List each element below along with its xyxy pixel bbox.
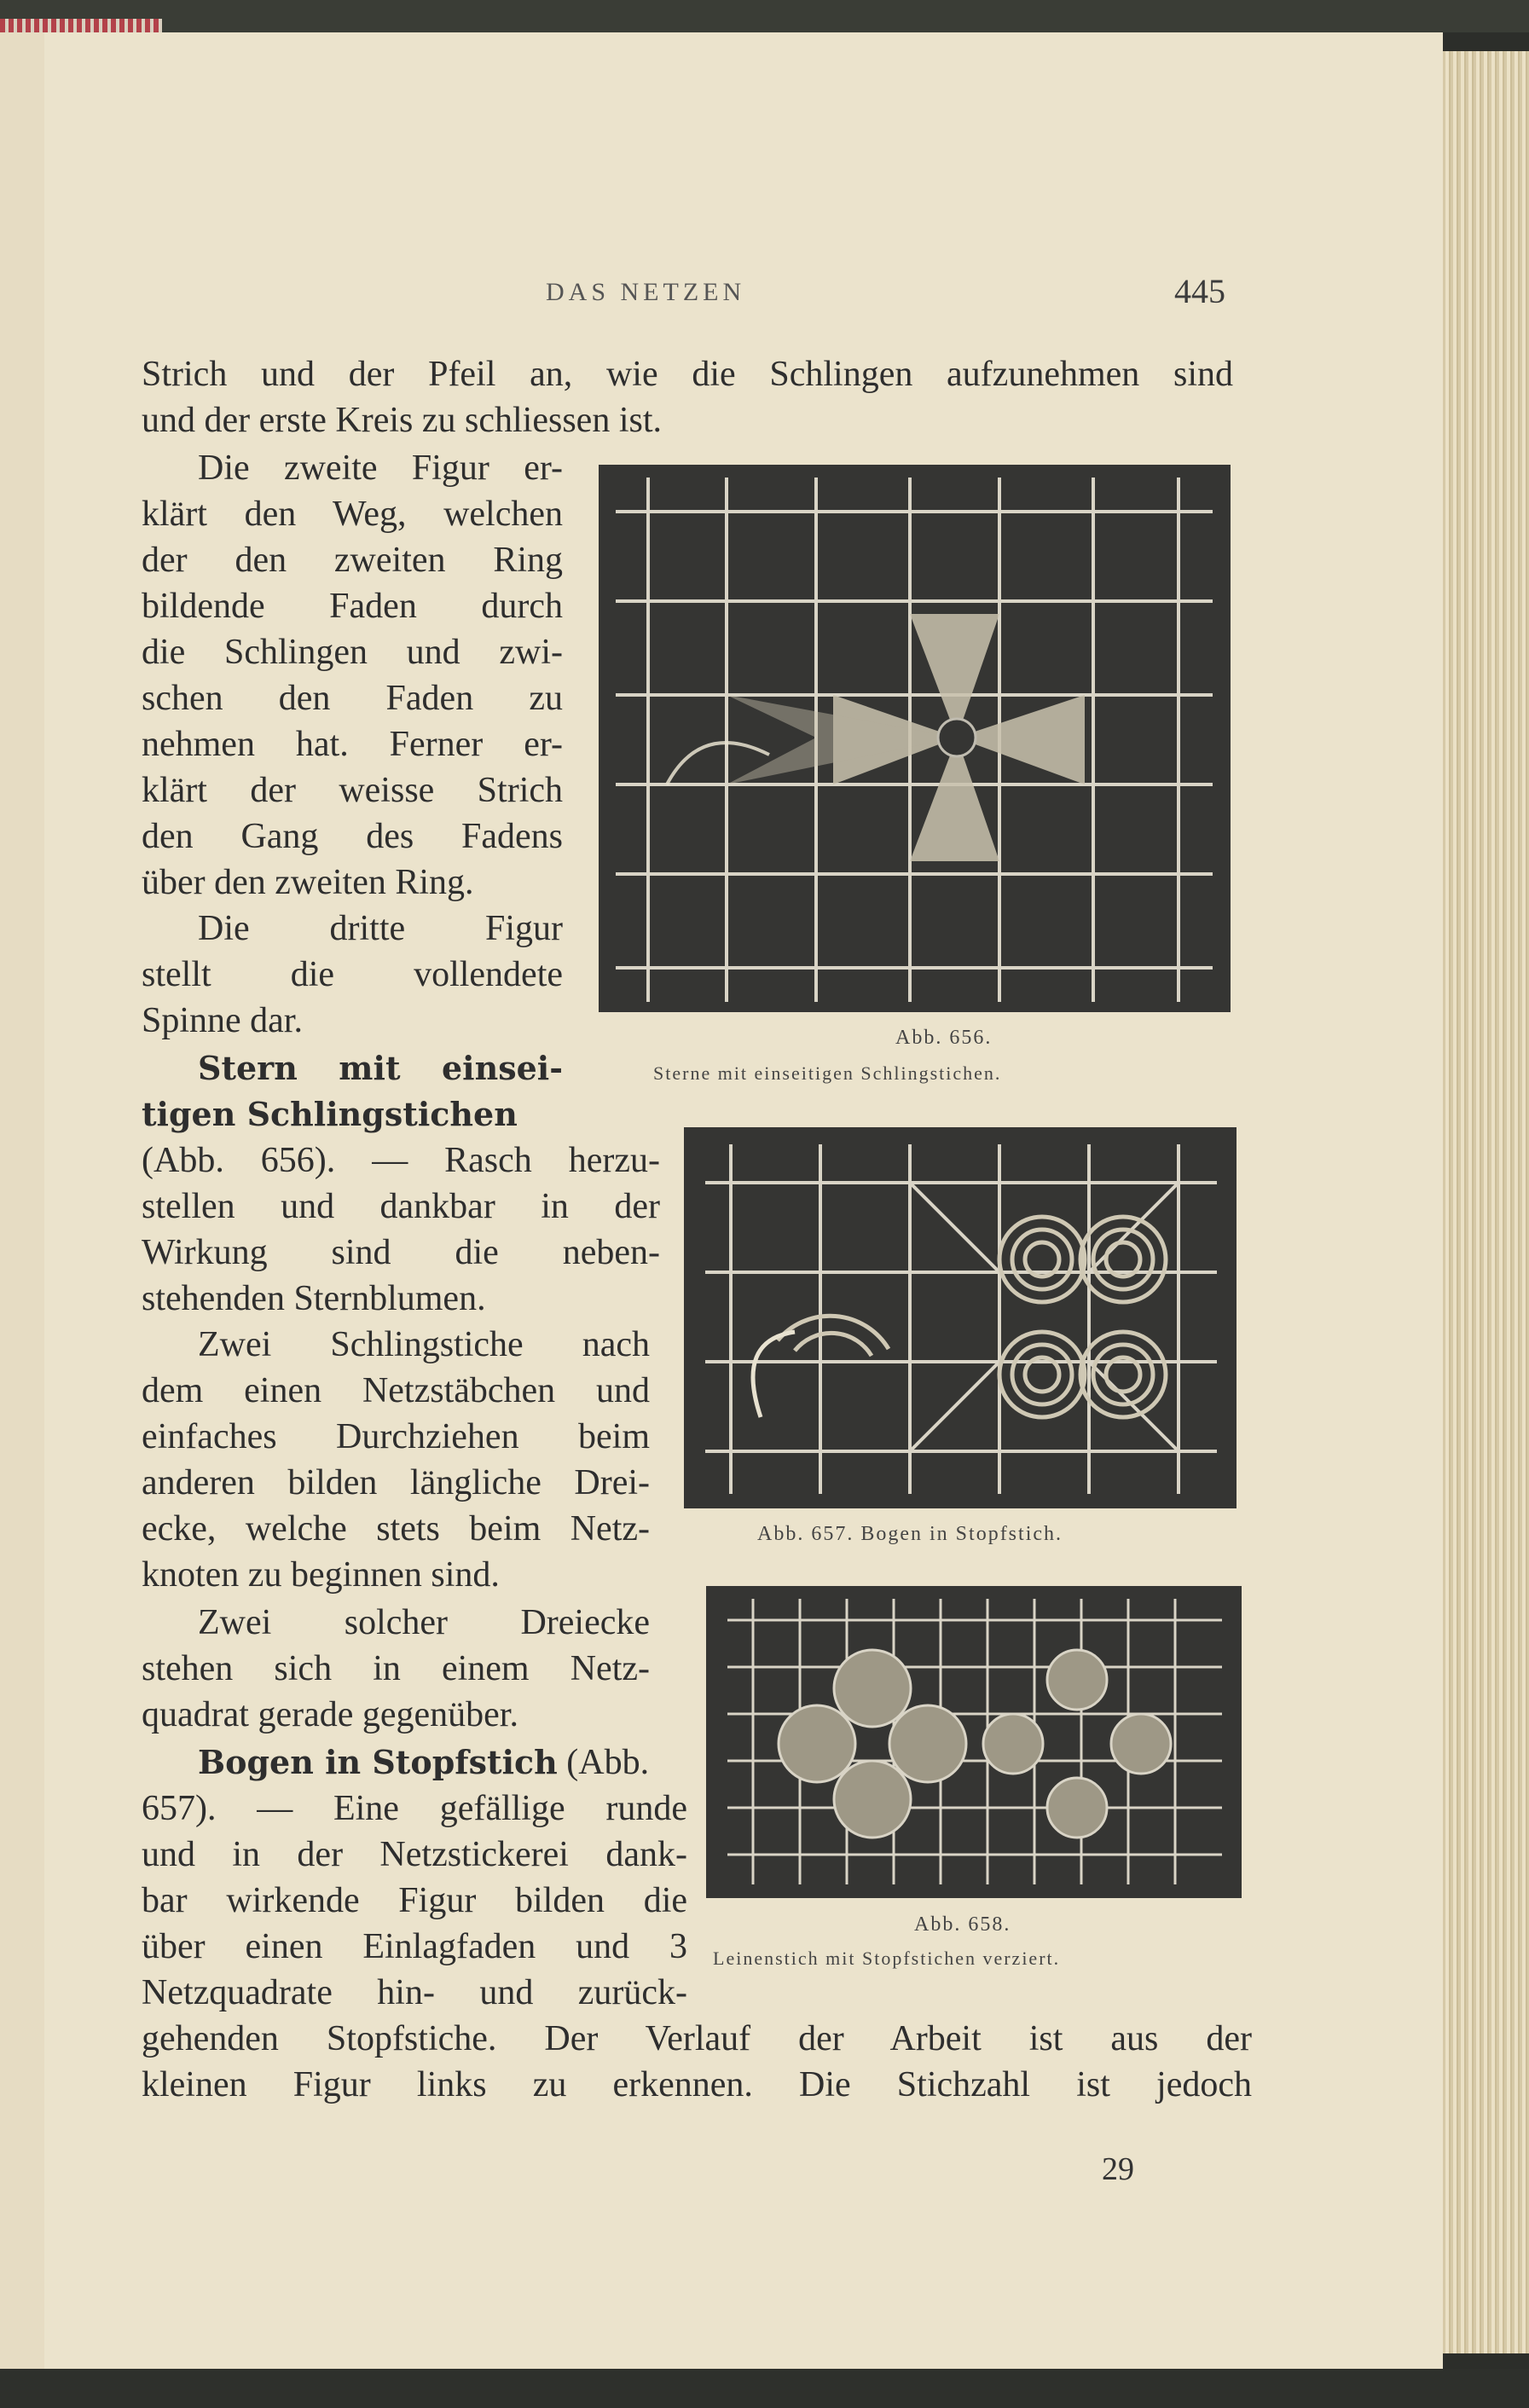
page-number: 445 bbox=[1174, 272, 1225, 310]
text-line: stellt die vollendete bbox=[142, 955, 563, 994]
section-heading: tigen Schlingstichen bbox=[142, 1095, 518, 1133]
text-line: bar wirkende Figur bilden die bbox=[142, 1881, 687, 1920]
text-line: kleinen Figur links zu erkennen. Die Stichzahl ist jedoch bbox=[142, 2065, 1252, 2104]
text-line: Zwei solcher Dreiecke bbox=[198, 1603, 650, 1642]
text-line: knoten zu beginnen sind. bbox=[142, 1555, 500, 1595]
previous-page-edge bbox=[0, 32, 44, 2369]
section-heading: Bogen in Stopfstich bbox=[198, 1743, 558, 1781]
text-line: ecke, welche stets beim Netz- bbox=[142, 1509, 650, 1548]
text-line: und der erste Kreis zu schliessen ist. bbox=[142, 401, 663, 440]
signature-mark: 29 bbox=[1102, 2151, 1134, 2187]
text-fragment: (Abb. bbox=[566, 1743, 650, 1782]
figure-657-image bbox=[684, 1127, 1237, 1508]
text-line: dem einen Netzstäbchen und bbox=[142, 1371, 650, 1410]
figure-657-label: Abb. 657. bbox=[757, 1523, 854, 1545]
text-line: nehmen hat. Ferner er- bbox=[142, 725, 563, 764]
running-header: DAS NETZEN bbox=[546, 278, 746, 306]
figure-656-caption: Sterne mit einseitigen Schlingstichen. bbox=[653, 1062, 1002, 1084]
text-line: 657). — Eine gefällige runde bbox=[142, 1789, 687, 1828]
figure-657-title: Bogen in Stopfstich. bbox=[860, 1523, 1063, 1545]
text-line: klärt der weisse Strich bbox=[142, 771, 563, 810]
text-line: (Abb. 656). — Rasch herzu- bbox=[142, 1141, 660, 1180]
bottom-bar bbox=[0, 2369, 1529, 2408]
text-line: Die dritte Figur bbox=[198, 909, 563, 948]
text-line: Zwei Schlingstiche nach bbox=[198, 1325, 650, 1364]
text-line: über einen Einlagfaden und 3 bbox=[142, 1927, 687, 1966]
text-line: über den zweiten Ring. bbox=[142, 863, 474, 902]
figure-658-caption: Leinenstich mit Stopfstichen verziert. bbox=[713, 1948, 1061, 1969]
text-line: einfaches Durchziehen beim bbox=[142, 1417, 650, 1456]
text-line: der den zweiten Ring bbox=[142, 541, 563, 580]
figure-656-label: Abb. 656. bbox=[895, 1027, 993, 1049]
text-line: anderen bilden längliche Drei- bbox=[142, 1463, 650, 1502]
text-line: Wirkung sind die neben- bbox=[142, 1233, 660, 1272]
figure-658-image bbox=[706, 1586, 1242, 1898]
text-line: Strich und der Pfeil an, wie die Schlingen aufzunehmen sind bbox=[142, 355, 1233, 394]
text-line: bildende Faden durch bbox=[142, 587, 563, 626]
page-edges bbox=[1443, 51, 1529, 2353]
text-line: stellen und dankbar in der bbox=[142, 1187, 660, 1226]
text-line: Spinne dar. bbox=[142, 1001, 303, 1040]
text-line: schen den Faden zu bbox=[142, 679, 563, 718]
text-line: die Schlingen und zwi- bbox=[142, 633, 563, 672]
text-line: stehenden Sternblumen. bbox=[142, 1279, 486, 1318]
text-line: Netzquadrate hin- und zurück- bbox=[142, 1973, 687, 2012]
text-line: stehen sich in einem Netz- bbox=[142, 1649, 650, 1688]
figure-656-image bbox=[599, 465, 1231, 1012]
text-line: Die zweite Figur er- bbox=[198, 449, 563, 488]
top-bar bbox=[0, 0, 1529, 32]
figure-657-caption bbox=[757, 1523, 1063, 1546]
text-line: klärt den Weg, welchen bbox=[142, 495, 563, 534]
section-heading-line bbox=[198, 1739, 649, 1786]
text-line: den Gang des Fadens bbox=[142, 817, 563, 856]
section-heading: Stern mit einsei- bbox=[198, 1049, 563, 1087]
text-line: gehenden Stopfstiche. Der Verlauf der Arbeit ist aus der bbox=[142, 2019, 1252, 2058]
figure-658-label: Abb. 658. bbox=[914, 1913, 1011, 1936]
text-line: und in der Netzstickerei dank- bbox=[142, 1835, 687, 1874]
text-line: quadrat gerade gegenüber. bbox=[142, 1695, 518, 1734]
